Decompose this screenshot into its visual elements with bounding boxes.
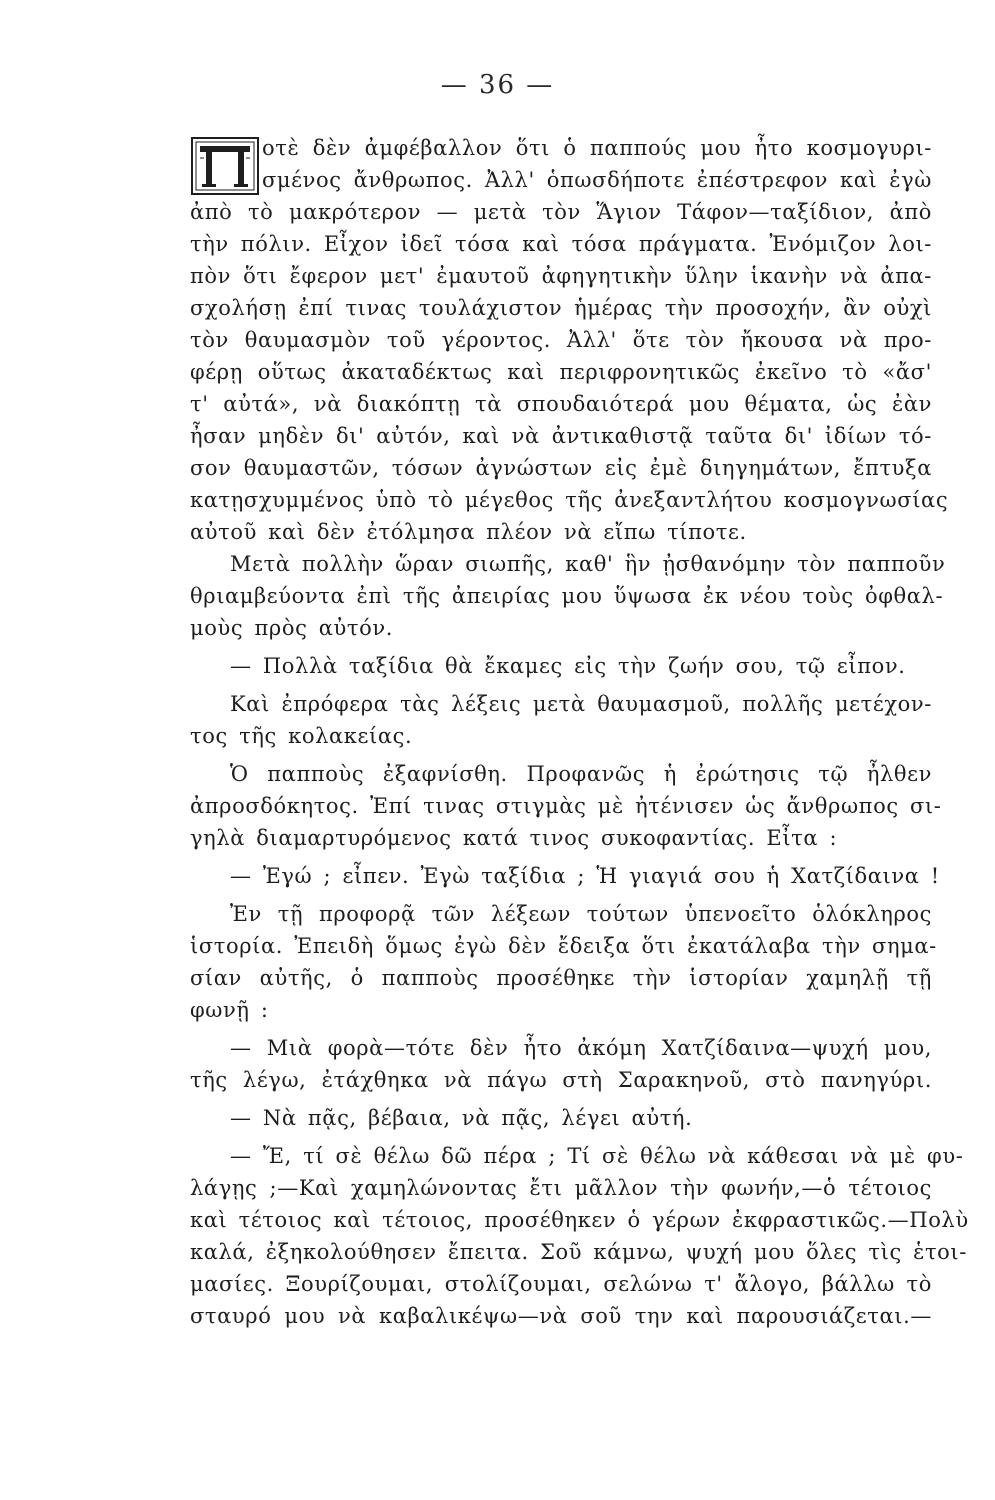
text-line: σίαν αὐτῆς, ὁ παπποὺς προσέθηκε τὴν ἱστορίαν χαμηλῇ τῇ: [190, 966, 932, 990]
text-line: — Μιὰ φορὰ—τότε δὲν ἦτο ἀκόμη Χατζίδαινα—ψυχή μου,: [230, 1036, 932, 1060]
text-line: τος τῆς κολακείας.: [190, 724, 413, 748]
text-line: θριαμβεύοντα ἐπὶ τῆς ἀπειρίας μου ὕψωσα ἐκ νέου τοὺς ὀφθαλ-: [190, 584, 944, 608]
text-line: κατῃσχυμμένος ὑπὸ τὸ μέγεθος τῆς ἀνεξαντλήτου κοσμογνωσίας: [190, 488, 949, 512]
text-line: φωνῇ :: [190, 998, 269, 1022]
text-line: ἀπροσδόκητος. Ἐπί τινας στιγμὰς μὲ ἠτένισεν ὡς ἄνθρωπος σι-: [190, 794, 942, 818]
text-line: — Πολλὰ ταξίδια θὰ ἔκαμες εἰς τὴν ζωήν σου, τῷ εἶπον.: [230, 654, 906, 678]
text-line: γηλὰ διαμαρτυρόμενος κατά τινος συκοφαντίας. Εἶτα :: [190, 826, 838, 850]
text-line: τ' αὐτά», νὰ διακόπτῃ τὰ σπουδαιότερά μου θέματα, ὡς ἐὰν: [190, 392, 932, 416]
text-line: — Ἔ, τί σὲ θέλω δῶ πέρα ; Τί σὲ θέλω νὰ κάθεσαι νὰ μὲ φυ-: [230, 1144, 964, 1168]
text-line: αὐτοῦ καὶ δὲν ἐτόλμησα πλέον νὰ εἴπω τίποτε.: [190, 520, 747, 544]
text-line: Ὁ παπποὺς ἐξαφνίσθη. Προφανῶς ἡ ἐρώτησις τῷ ἦλθεν: [230, 762, 932, 786]
text-line: τὸν θαυμασμὸν τοῦ γέροντος. Ἀλλ' ὅτε τὸν ἤκουσα νὰ προ-: [190, 328, 932, 352]
text-line: σταυρό μου νὰ καβαλικέψω—νὰ σοῦ την καὶ παρουσιάζεται.—: [190, 1304, 932, 1328]
text-line: ἦσαν μηδὲν δι' αὐτόν, καὶ νὰ ἀντικαθιστᾷ ταῦτα δι' ἰδίων τό-: [190, 424, 932, 448]
text-line: σχολήσῃ ἐπί τινας τουλάχιστον ἡμέρας τὴν προσοχήν, ἂν οὐχὶ: [190, 296, 932, 320]
text-line: Μετὰ πολλὴν ὥραν σιωπῆς, καθ' ἣν ᾐσθανόμην τὸν παπποῦν: [230, 552, 946, 576]
text-line: ἱστορία. Ἐπειδὴ ὅμως ἐγὼ δὲν ἔδειξα ὅτι ἐκατάλαβα τὴν σημα-: [190, 934, 937, 958]
text-line: οτὲ δὲν ἀμφέβαλλον ὅτι ὁ παππούς μου ἦτο κοσμογυρι-: [262, 136, 932, 160]
text-line: πὸν ὅτι ἔφερον μετ' ἐμαυτοῦ ἀφηγητικὴν ὕλην ἱκανὴν νὰ ἀπα-: [190, 264, 932, 288]
text-line: σον θαυμαστῶν, τόσων ἀγνώστων εἰς ἐμὲ διηγημάτων, ἔπτυξα: [190, 456, 932, 480]
text-line: μοὺς πρὸς αὐτόν.: [190, 616, 393, 640]
text-line: φέρῃ οὕτως ἀκαταδέκτως καὶ περιφρονητικῶς ἐκεῖνο τὸ «ἄσ': [190, 360, 932, 384]
page-number: — 36 —: [440, 70, 555, 100]
text-line: Ἐν τῇ προφορᾷ τῶν λέξεων τούτων ὑπενοεῖτο ὁλόκληρος: [230, 902, 932, 926]
text-line: καὶ τέτοιος καὶ τέτοιος, προσέθηκεν ὁ γέρων ἐκφραστικῶς.—Πολὺ: [190, 1208, 969, 1232]
text-line: μασίες. Ξουρίζουμαι, στολίζουμαι, σελώνω τ' ἄλογο, βάλλω τὸ: [190, 1272, 932, 1296]
text-line: λάγῃς ;—Καὶ χαμηλώνοντας ἔτι μᾶλλον τὴν φωνήν,—ὁ τέτοιος: [190, 1176, 932, 1200]
text-line: Καὶ ἐπρόφερα τὰς λέξεις μετὰ θαυμασμοῦ, πολλῆς μετέχον-: [230, 692, 932, 716]
text-line: τῆς λέγω, ἐτάχθηκα νὰ πάγω στὴ Σαρακηνοῦ, στὸ πανηγύρι.: [190, 1068, 932, 1092]
text-line: τὴν πόλιν. Εἶχον ἰδεῖ τόσα καὶ τόσα πράγματα. Ἐνόμιζον λοι-: [190, 232, 932, 256]
text-line: ἀπὸ τὸ μακρότερον — μετὰ τὸν Ἅγιον Τάφον—ταξίδιον, ἀπὸ: [190, 200, 932, 224]
text-line: καλά, ἐξηκολούθησεν ἔπειτα. Σοῦ κάμνω, ψυχή μου ὅλες τὶς ἑτοι-: [190, 1240, 967, 1264]
text-line: — Ἐγώ ; εἶπεν. Ἐγὼ ταξίδια ; Ἡ γιαγιά σου ἡ Χατζίδαινα !: [230, 864, 940, 888]
text-line: — Νὰ πᾷς, βέβαια, νὰ πᾷς, λέγει αὐτή.: [230, 1106, 693, 1130]
text-line: σμένος ἄνθρωπος. Ἀλλ' ὁπωσδήποτε ἐπέστρεφον καὶ ἐγὼ: [262, 168, 932, 192]
